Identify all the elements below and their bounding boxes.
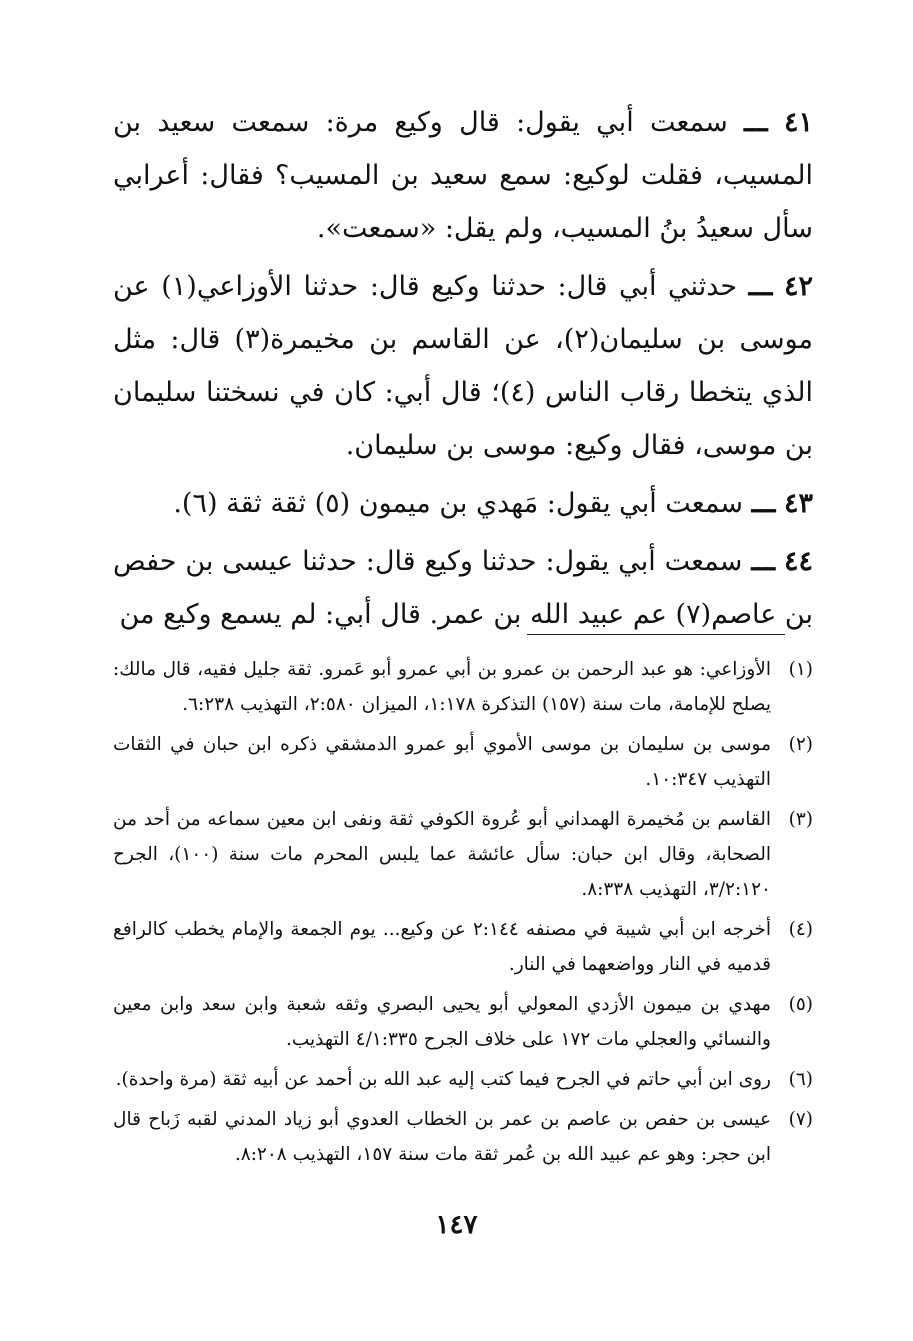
footnote-number: (٥) xyxy=(788,994,813,1015)
main-text xyxy=(113,96,813,646)
paragraph-number: ٤١ xyxy=(783,107,813,138)
paragraph-number: ٤٤ xyxy=(783,546,813,577)
footnote-text: موسى بن سليمان بن موسى الأموي أبو عمرو الدمشقي ذكره ابن حبان في الثقات التهذيب ١٠:٣٤٧. xyxy=(113,734,771,790)
footnote-3 xyxy=(113,802,813,907)
footnote-text: أخرجه ابن أبي شيبة في مصنفه ٢:١٤٤ عن وكيع... يوم الجمعة والإمام يخطب كالرافع قدميه في النار وواضعهما في النار. xyxy=(113,919,771,975)
paragraph-number: ٤٢ xyxy=(783,271,813,302)
paragraph-dash: ـــ xyxy=(748,271,773,302)
footnote-4 xyxy=(113,912,813,982)
footnote-text: القاسم بن مُخيمرة الهمداني أبو عُروة الكوفي ثقة ونفى ابن معين سماعه من أحد من الصحابة، وقال ابن حبان: سأل عائشة عما يلبس المحرم مات سنة (١٠٠)، الجرح ٣/٢:١٢٠، التهذيب ٨:٣٣٨. xyxy=(113,809,771,900)
footnote-number: (٧) xyxy=(788,1109,813,1130)
footnote-text: الأوزاعي: هو عبد الرحمن بن عمرو بن أبي عمرو أبو عَمرو. ثقة جليل فقيه، قال مالك: يصلح للإمامة، مات سنة (١٥٧) التذكرة ١:١٧٨، الميزان ٢:٥٨٠، التهذيب ٦:٢٣٨. xyxy=(113,659,771,715)
paragraph-text: سمعت أبي يقول: قال وكيع مرة: سمعت سعيد بن المسيب، فقلت لوكيع: سمع سعيد بن المسيب؟ فقال: أعرابي سأل سعيدُ بنُ المسيب، ولم يقل: «سمعت». xyxy=(113,107,813,244)
paragraph-dash: ـــ xyxy=(751,488,776,519)
paragraph-number: ٤٣ xyxy=(783,488,813,519)
footnote-text: مهدي بن ميمون الأزدي المعولي أبو يحيى البصري وثقه شعبة وابن سعد وابن معين والنسائي والعجلي مات ١٧٢ على خلاف الجرح ٤/١:٣٣٥ التهذيب. xyxy=(113,994,771,1050)
footnotes xyxy=(113,652,813,1177)
footnote-number: (٣) xyxy=(788,809,813,830)
footnote-text: عيسى بن حفص بن عاصم بن عمر بن الخطاب العدوي أبو زياد المدني لقبه زَباح قال ابن حجر: وهو عم عبيد الله بن عُمر ثقة مات سنة ١٥٧، التهذيب ٨:٢٠٨. xyxy=(113,1109,771,1165)
paragraph-dash: ـــ xyxy=(751,546,776,577)
paragraph-text: حدثني أبي قال: حدثنا وكيع قال: حدثنا الأوزاعي(١) عن موسى بن سليمان(٢)، عن القاسم بن مخيمرة(٣) قال: مثل الذي يتخطا رقاب الناس (٤)؛ قال أبي: كان في نسختنا سليمان بن موسى، فقال وكيع: موسى بن سليمان. xyxy=(113,271,813,461)
paragraph-text: سمعت أبي يقول: مَهدي بن ميمون (٥) ثقة ثقة (٦). xyxy=(173,488,744,519)
footnote-5 xyxy=(113,987,813,1057)
footnote-number: (٦) xyxy=(788,1069,813,1090)
paragraph-dash: ـــ xyxy=(743,107,768,138)
paragraph-41 xyxy=(113,96,813,255)
footnote-6 xyxy=(113,1062,813,1097)
page-number: ١٤٧ xyxy=(435,1210,478,1240)
footnote-number: (١) xyxy=(788,659,813,680)
paragraph-text: سمعت أبي يقول: حدثنا وكيع قال: حدثنا عيسى بن حفص بن عاصم(٧) عم عبيد الله بن عمر. قال أبي: لم يسمع وكيع من xyxy=(113,546,813,630)
footnote-7 xyxy=(113,1102,813,1172)
footnote-text: روى ابن أبي حاتم في الجرح فيما كتب إليه عبد الله بن أحمد عن أبيه ثقة (مرة واحدة). xyxy=(115,1069,771,1090)
paragraph-42 xyxy=(113,260,813,472)
paragraph-44 xyxy=(113,535,813,641)
footnote-number: (٤) xyxy=(788,919,813,940)
footnote-number: (٢) xyxy=(788,734,813,755)
footnote-1 xyxy=(113,652,813,722)
footnote-divider xyxy=(527,634,785,635)
paragraph-43 xyxy=(113,477,813,530)
footnote-2 xyxy=(113,727,813,797)
